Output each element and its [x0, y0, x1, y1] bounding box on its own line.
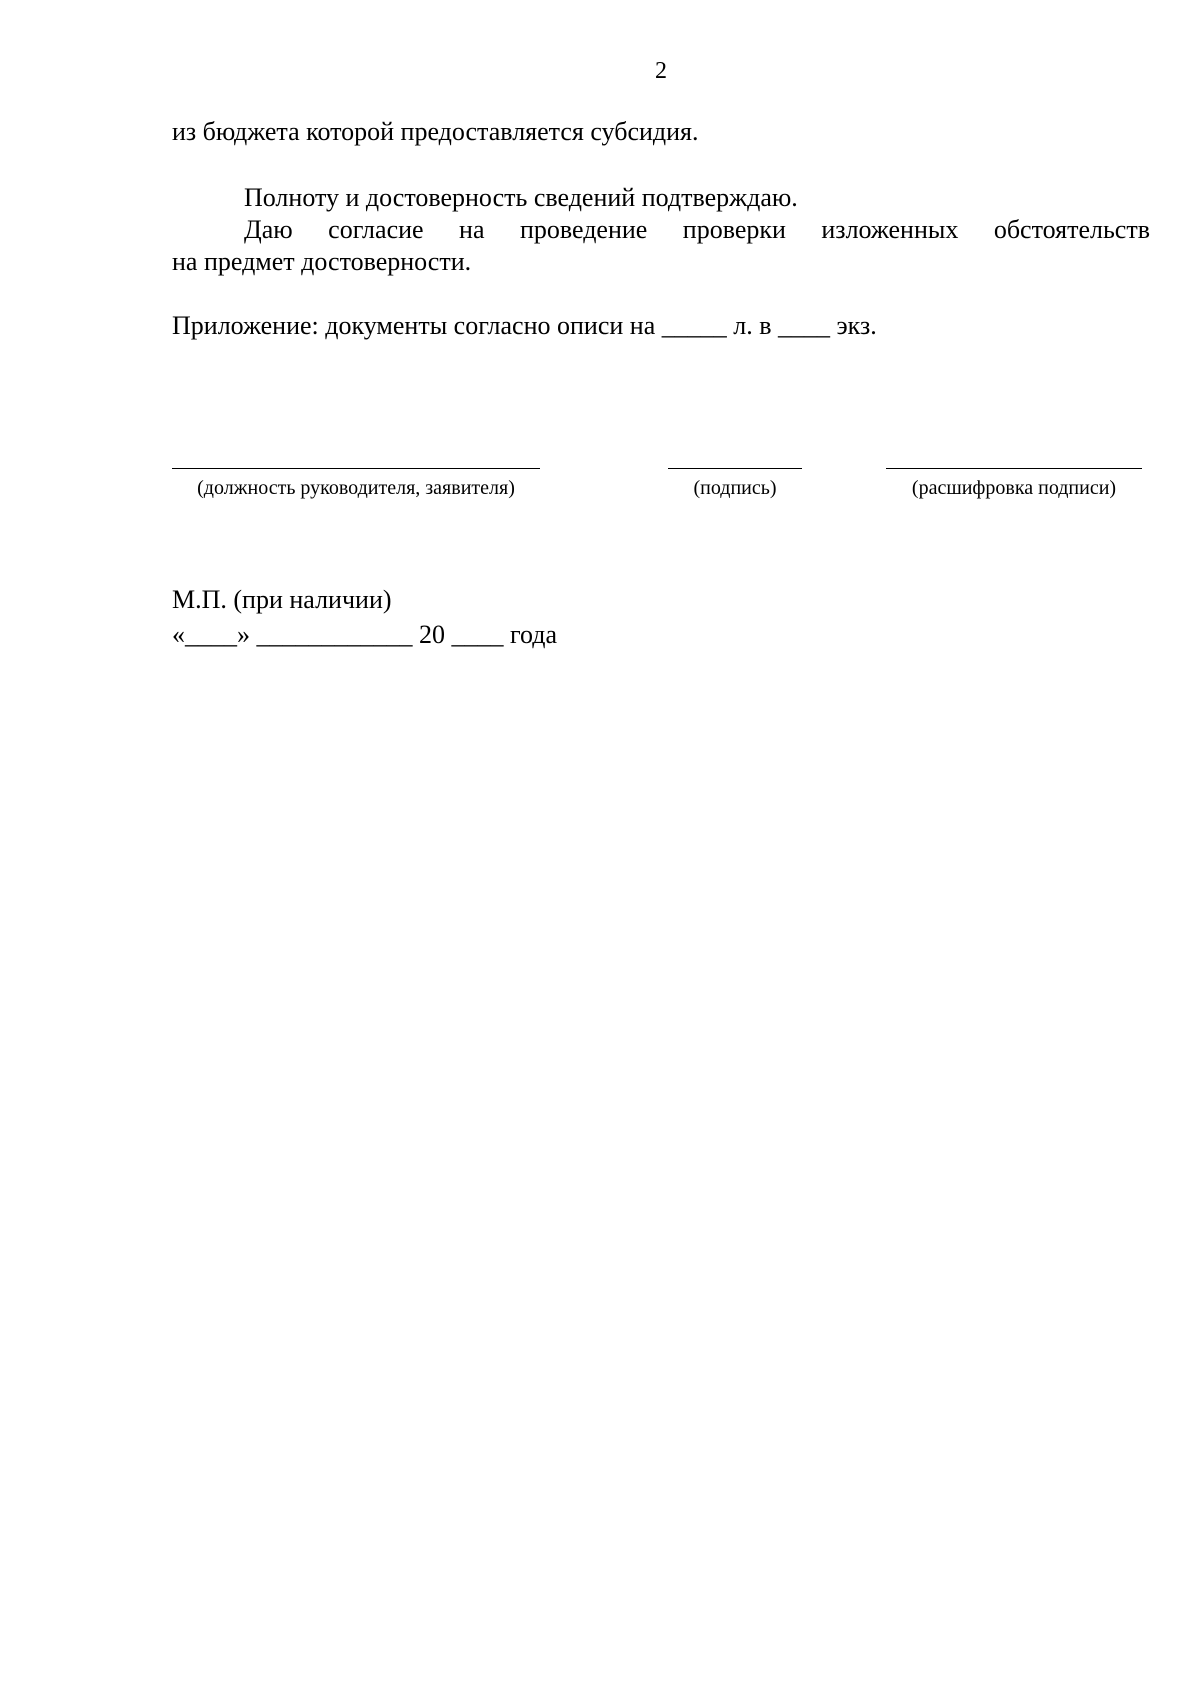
paragraph-consent-line1: Даю согласие на проведение проверки изложенных обстоятельств: [244, 215, 1150, 244]
signature-decoding-line: [886, 468, 1142, 469]
paragraph-attachment: Приложение: документы согласно описи на _____ л. в ____ экз.: [172, 311, 877, 340]
signature-line: [668, 468, 802, 469]
stamp-label: М.П. (при наличии): [172, 585, 392, 614]
position-caption: (должность руководителя, заявителя): [197, 477, 515, 499]
signature-caption: (подпись): [693, 477, 777, 499]
page-number: 2: [655, 58, 667, 84]
paragraph-confirm: Полноту и достоверность сведений подтверждаю.: [244, 183, 798, 212]
date-line: «____» ____________ 20 ____ года: [172, 620, 558, 649]
position-signature-line: [172, 468, 540, 469]
paragraph-continuation: из бюджета которой предоставляется субсидия.: [172, 117, 699, 146]
decoding-caption: (расшифровка подписи): [911, 477, 1117, 499]
paragraph-consent-line2: на предмет достоверности.: [172, 247, 472, 276]
